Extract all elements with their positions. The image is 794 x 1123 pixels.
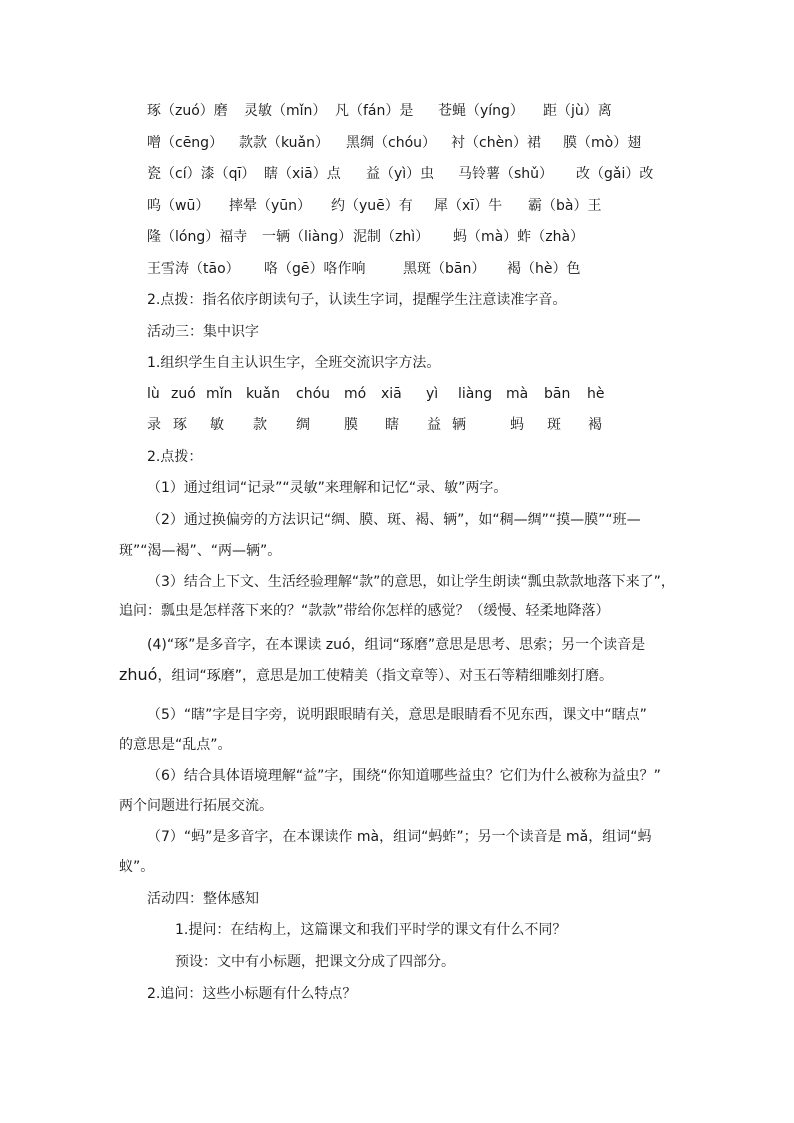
vocab-item: 距（jù）离 (543, 103, 612, 119)
list-item: (4)“琢”是多音字，在本课读 zuó，组词“琢磨”意思是思考、思索；另一个读音是 (147, 637, 646, 653)
list-item-continuation: 的意思是“乱点”。 (119, 737, 232, 753)
vocab-item: 衬（chèn）裙 (451, 135, 542, 151)
pinyin-term: zhuó (119, 665, 158, 684)
list-item: （2）通过换偏旁的方法识记“绸、膜、斑、褐、辆”，如“稠—绸”“摸—膜”“班— (147, 512, 641, 528)
vocab-item: 瓷（cí）漆（qī） (147, 166, 256, 182)
vocab-item: 膜（mò）翅 (563, 135, 642, 151)
paragraph: 1.组织学生自主认识生字，全班交流识字方法。 (147, 355, 441, 371)
vocab-item: 噌（cēng） (147, 135, 224, 151)
paragraph: 2.点拨：指名依序朗读句子，认读生字词，提醒学生注意读准字音。 (147, 292, 567, 308)
list-item-continuation: 蚁”。 (119, 859, 155, 875)
pinyin-item: mó (344, 386, 367, 402)
vocab-item: 苍蝇（yíng） (438, 103, 524, 119)
list-item: （3）结合上下文、生活经验理解“款”的意思，如让学生朗读“瓢虫款款地落下来了”， (147, 574, 675, 590)
vocab-item: 益（yì）虫 (366, 166, 435, 182)
character-item: 斑 (547, 417, 561, 433)
pinyin-item: xiā (381, 386, 402, 402)
vocab-item: 褐（hè）色 (507, 261, 581, 277)
list-item-continuation: 斑”“渴—褐”、“两—辆”。 (119, 543, 282, 559)
list-item: （5）“瞎”字是目字旁，说明跟眼睛有关，意思是眼睛看不见东西，课文中“瞎点” (147, 707, 647, 723)
character-item: 瞎 (385, 417, 399, 433)
pinyin-item: kuǎn (246, 386, 281, 402)
list-item-continuation: 追问：瓢虫是怎样落下来的？“款款”带给你怎样的感觉？（缓慢、轻柔地降落） (119, 603, 610, 619)
pinyin-item: chóu (296, 386, 331, 402)
vocab-item: 咯（gē）咯作响 (264, 261, 366, 277)
pinyin-item: hè (587, 386, 605, 402)
list-item: （6）结合具体语境理解“益”字，围绕“你知道哪些益虫？它们为什么被称为益虫？” (147, 768, 661, 784)
pinyin-item: bān (544, 386, 571, 402)
vocab-item: 一辆（liàng） (262, 229, 353, 245)
pinyin-item: mà (506, 386, 529, 402)
list-item-text: ，组词“琢磨”，意思是加工使精美（指文章等）、对玉石等精细雕刻打磨。 (157, 668, 613, 684)
character-item: 绸 (296, 417, 310, 433)
vocab-item: 灵敏（mǐn） (244, 103, 327, 119)
vocab-item: 约（yuē）有 (331, 198, 413, 214)
vocab-item: 黑斑（bān） (403, 261, 486, 277)
list-item-continuation (119, 665, 613, 686)
list-item: （1）通过组词“记录”“灵敏”来理解和记忆“录、敏”两字。 (147, 480, 508, 496)
character-item: 褐 (588, 417, 602, 433)
character-item: 琢 (173, 417, 187, 433)
character-item: 录 (147, 417, 161, 433)
pinyin-item: yì (426, 386, 439, 402)
vocab-item: 琢（zuó）磨 (147, 103, 228, 119)
character-item: 款 (253, 417, 267, 433)
vocab-item: 泥制（zhì） (353, 229, 430, 245)
vocab-item: 摔晕（yūn） (229, 198, 312, 214)
pinyin-item: lù (147, 386, 160, 402)
character-item: 膜 (344, 417, 358, 433)
vocab-item: 改（gǎi）改 (576, 166, 654, 182)
character-item: 辆 (452, 417, 466, 433)
vocab-item: 隆（lóng）福寺 (147, 229, 248, 245)
pinyin-item: liàng (458, 386, 493, 402)
vocab-item: 蚂（mà）蚱（zhà） (453, 229, 585, 245)
vocab-item: 瞎（xiā）点 (264, 166, 341, 182)
vocab-item: 黑绸（chóu） (346, 135, 437, 151)
vocab-item: 款款（kuǎn） (239, 135, 330, 151)
vocab-item: 霸（bà）王 (528, 198, 602, 214)
vocab-item: 马铃薯（shǔ） (458, 166, 554, 182)
vocab-item: 凡（fán）是 (335, 103, 414, 119)
vocab-item: 呜（wū） (147, 198, 210, 214)
paragraph: 1.提问：在结构上，这篇课文和我们平时学的课文有什么不同？ (175, 922, 567, 938)
paragraph: 2.点拨： (147, 449, 203, 465)
character-item: 蚂 (510, 417, 524, 433)
vocab-item: 犀（xī）牛 (434, 198, 503, 214)
vocab-item: 王雪涛（tāo） (147, 261, 240, 277)
paragraph: 预设：文中有小标题，把课文分成了四部分。 (175, 954, 455, 970)
list-item: （7）“蚂”是多音字，在本课读作 mà，组词“蚂蚱”；另一个读音是 mǎ，组词“蚂 (147, 829, 652, 845)
character-item: 益 (427, 417, 441, 433)
list-item-continuation: 两个问题进行拓展交流。 (119, 798, 273, 814)
paragraph: 2.追问：这些小标题有什么特点？ (147, 986, 357, 1002)
character-item: 敏 (210, 417, 224, 433)
section-heading: 活动四：整体感知 (147, 891, 259, 907)
section-heading: 活动三：集中识字 (147, 324, 259, 340)
pinyin-item: mǐn (206, 386, 233, 402)
pinyin-item: zuó (171, 386, 196, 402)
